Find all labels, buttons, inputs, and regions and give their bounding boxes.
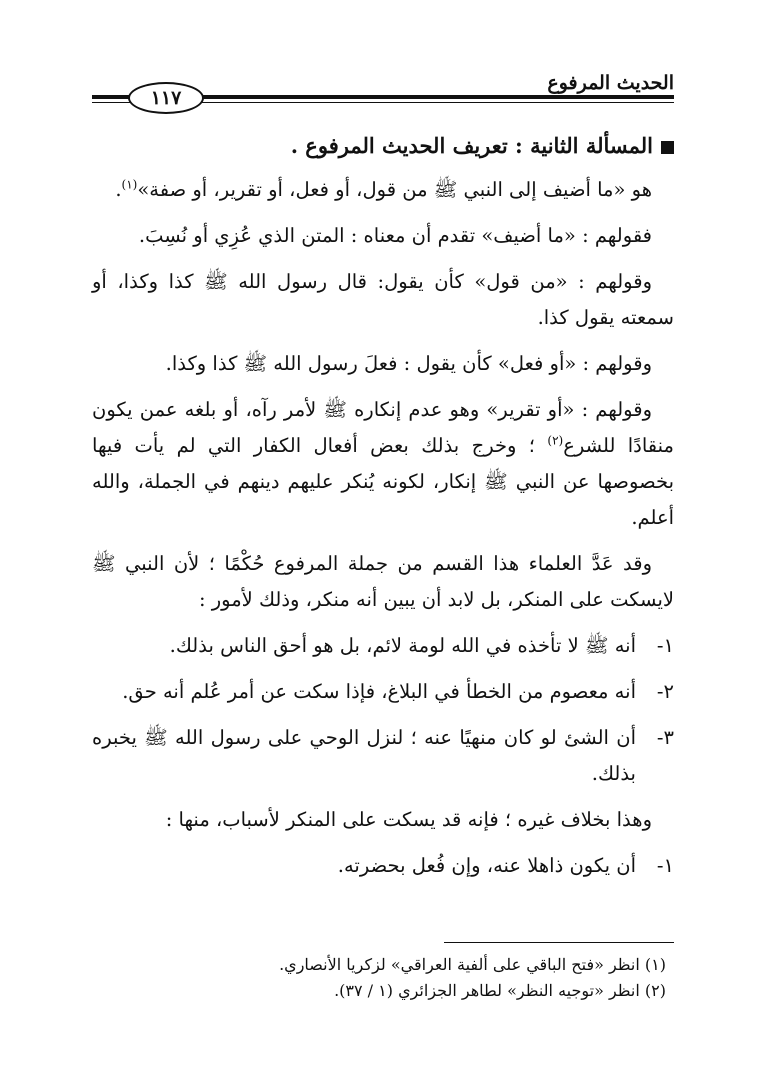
- paragraph: وقولهم : «من قول» كأن يقول: قال رسول الله ﷺ كذا وكذا، أو سمعته يقول كذا.: [92, 270, 674, 329]
- list-item: ١- أنه ﷺ لا تأخذه في الله لومة لائم، بل هو أحق الناس بذلك.: [169, 634, 674, 657]
- paragraph-taqrir: وقولهم : «أو تقرير» وهو عدم إنكاره ﷺ لأمر رآه، أو بلغه عمن يكون منقادًا للشرع$^{(٢)}$ ؛ وخرج بذلك بعض أفعال الكفار التي لم يأت فيها بخصوصها عن النبي ﷺ إنكار، لكونه يُنكر عليهم دينهم في الجملة، والله أعلم.: [92, 398, 674, 529]
- footnote-separator: [444, 942, 674, 943]
- header-rule-thin: [198, 102, 674, 103]
- paragraph: وقولهم : «أو فعل» كأن يقول : فعلَ رسول الله ﷺ كذا وكذا.: [165, 352, 652, 375]
- running-title: الحديث المرفوع: [547, 72, 674, 94]
- reasons-list: [92, 628, 674, 792]
- footnote-1: (١) انظر «فتح الباقي على ألفية العراقي» لزكريا الأنصاري.: [279, 955, 666, 974]
- header-rule: [198, 95, 674, 99]
- header-rule-left-thin: [92, 102, 130, 103]
- others-list: [92, 848, 674, 884]
- list-item: ١- أن يكون ذاهلا عنه، وإن فُعل بحضرته.: [337, 854, 674, 877]
- header-rule-left: [92, 95, 130, 99]
- footnote-ref: (١): [121, 177, 138, 192]
- footnotes: [92, 952, 666, 1004]
- paragraph: وهذا بخلاف غيره ؛ فإنه قد يسكت على المنكر لأسباب، منها :: [165, 808, 652, 831]
- page-header: [92, 70, 674, 110]
- main-text: [92, 128, 674, 894]
- footnote-ref: (٢): [547, 433, 564, 448]
- page-number: ١١٧: [128, 82, 204, 114]
- footnote-2: (٢) انظر «توجيه النظر» لطاهر الجزائري (١ / ٣٧).: [334, 981, 666, 1000]
- paragraph: فقولهم : «ما أضيف» تقدم أن معناه : المتن الذي عُزِي أو نُسِبَ.: [138, 224, 652, 247]
- list-item: ٢- أنه معصوم من الخطأ في البلاغ، فإذا سكت عن أمر عُلم أنه حق.: [122, 680, 674, 703]
- list-item: ٣- أن الشئ لو كان منهيًا عنه ؛ لنزل الوحي على رسول الله ﷺ يخبره بذلك.: [92, 726, 674, 785]
- paragraph-definition: هو «ما أضيف إلى النبي ﷺ من قول، أو فعل، أو تقرير، أو صفة»$^{(١)}$.: [115, 177, 652, 201]
- square-bullet-icon: [661, 141, 674, 154]
- section-heading: المسألة الثانية : تعريف الحديث المرفوع .: [92, 128, 674, 164]
- paragraph: وقد عَدَّ العلماء هذا القسم من جملة المرفوع حُكْمًا ؛ لأن النبي ﷺ لايسكت على المنكر، بل لابد أن يبين أنه منكر، وذلك لأمور :: [92, 552, 674, 611]
